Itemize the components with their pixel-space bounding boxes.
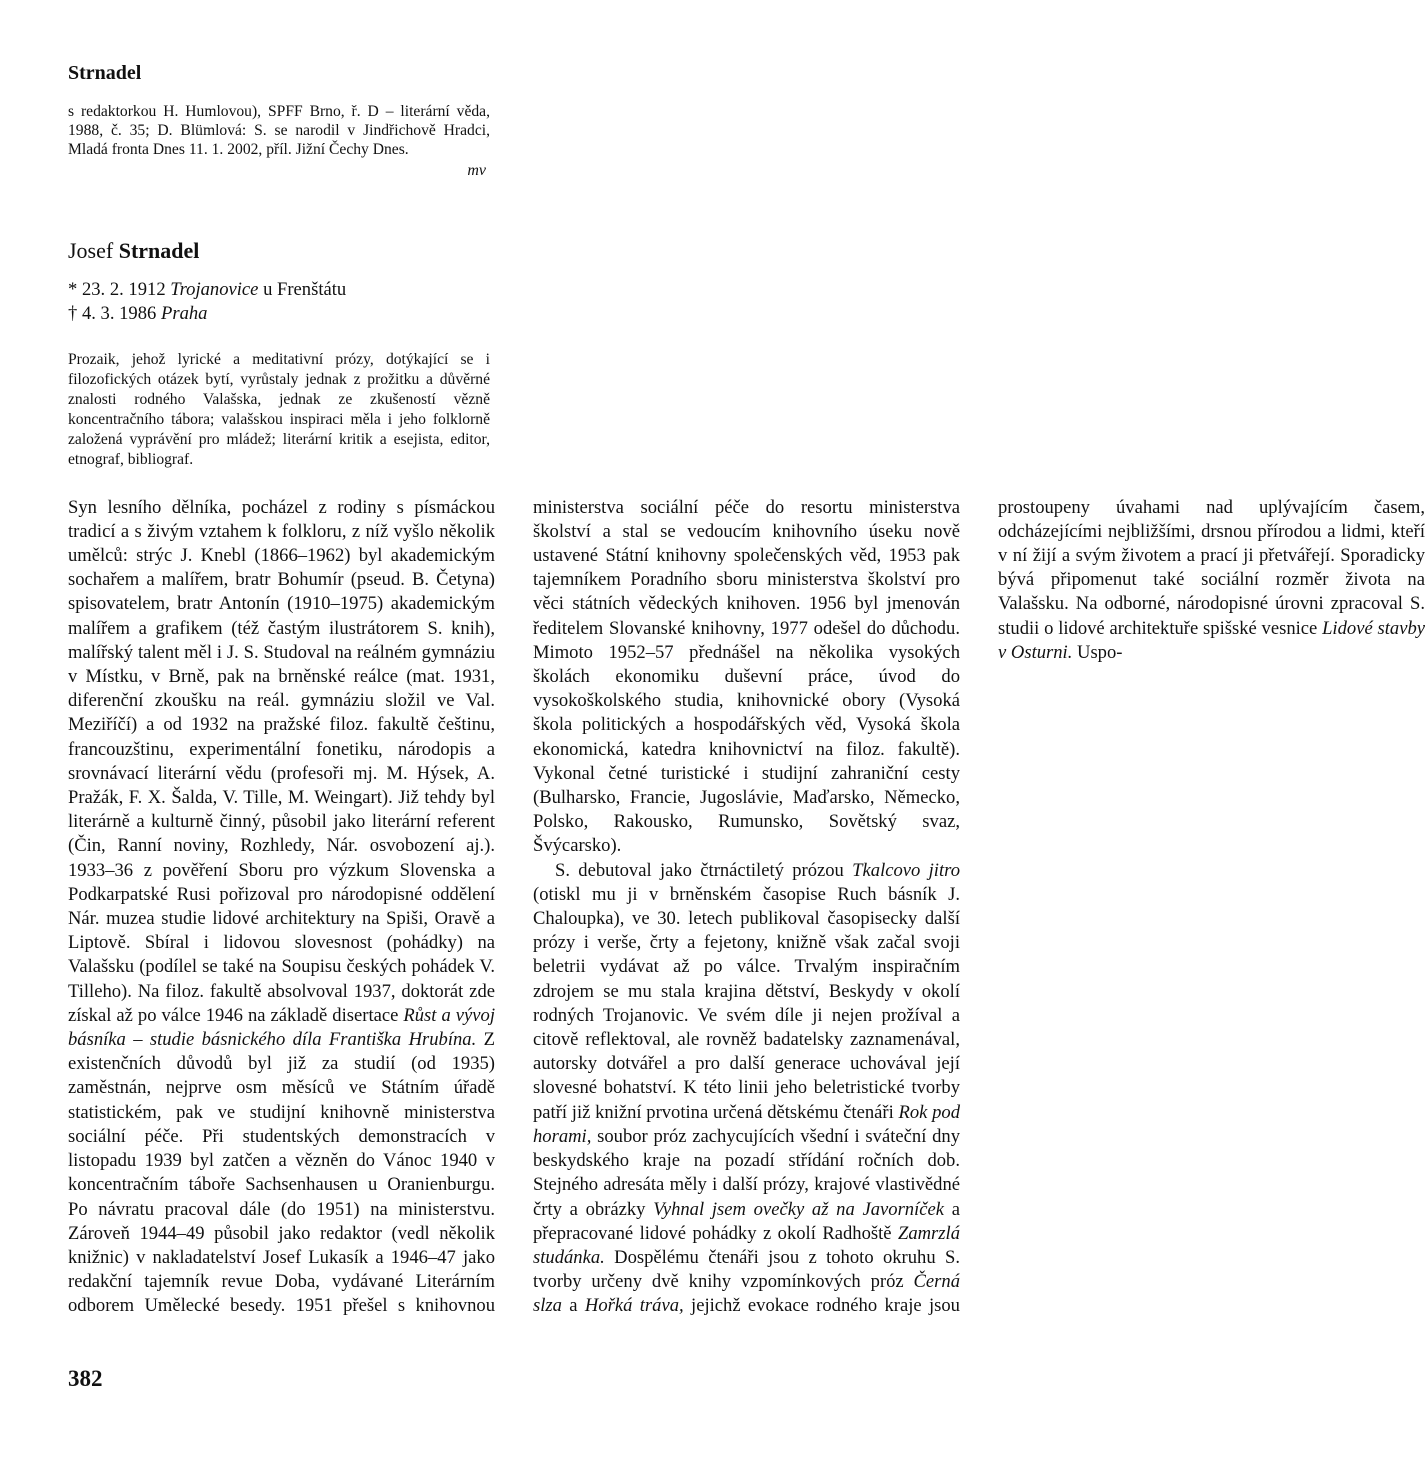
work-title: Černá slza <box>533 1271 960 1317</box>
work-title: Lidové stavby v Osturni. <box>998 617 1425 663</box>
death-date: † 4. 3. 1986 <box>68 302 157 324</box>
works-text: Uspo- <box>1072 641 1123 663</box>
work-title: Rok pod horami, <box>533 1101 960 1147</box>
death-line <box>68 302 490 326</box>
entry-surname: Strnadel <box>118 237 200 263</box>
birth-date: * 23. 2. 1912 <box>68 278 166 300</box>
biography-text-b: Z existenčních důvodů byl již za studií (od 1935) zaměstnán, nejprve osm měsíců ve Státním úřadě statistickém, pak ve studijní knihovně ministerstva sociální péče. Při studentských demonstracích v listopadu 1939 byl zatčen a vězněn do Vánoc 1940 v koncentračním táboře Sachsenhausen u Oranienburgu. Po návratu pracoval dále (do 1951) na ministerstvu. Zároveň 1944–49 působil jako redaktor (vedl několik knižnic) v nakladatelství Josef Lukasík a 1946–47 jako redakční tajemník revue Doba, vydávané Literárním odborem Umělecké besedy. 1951 přešel s knihovnou ministerstva sociální péče do resortu ministerstva školství a stal se vedoucím knihovního úseku nově ustavené Státní knihovny společenských věd, 1953 pak tajemníkem Poradního sboru ministerstva školství pro věci státních vědeckých knihoven. 1956 byl jmenován ředitelem Slovanské knihovny, 1977 odešel do důchodu. Mimoto 1952–57 přednášel na několika vysokých školách ekonomiku duševní práce, úvod do vysokoškolského studia, knihovnické obory (Vysoká škola politických a hospodářských věd, Vysoká škola ekonomická, katedra knihovnictví na filoz. fakultě). Vykonal četné turistické i studijní zahraniční cesty (Bulharsko, Francie, Jugoslávie, Maďarsko, Německo, Polsko, Rakousko, Rumunsko, Sovětský svaz, Švýcarsko). <box>68 496 960 1317</box>
entry-title <box>68 238 490 264</box>
work-title: Zamrzlá studánka. <box>533 1222 960 1268</box>
works-text: S. debutoval jako čtrnáctiletý prózou <box>555 859 853 881</box>
works-text: jejichž evokace rodného kraje jsou prostoupeny úvahami nad uplývajícím časem, odcházejícími nejbližšími, drsnou přírodou a lidmi, kteří v ní žijí a svým životem a prací ji přetvářejí. Sporadicky bývá připomenut také sociální rozměr života na Valašsku. Na odborné, národopisné úrovni zpracoval S. studii o lidové architektuře spišské vesnice <box>683 496 1425 1317</box>
death-place: Praha <box>160 302 208 324</box>
works-text: soubor próz zachycujících všední i sváteční dny beskydského kraje na pozadí střídání ročních dob. Stejného adresáta měly i další prózy, krajové vlastivědné črty a obrázky <box>533 1125 960 1220</box>
works-text: (otiskl mu ji v brněnském časopise Ruch básník J. Chaloupka), ve 30. letech publikoval časopisecky další prózy i verše, črty a fejetony, knižně však začal svoji beletrii vydávat až po válce. Trvalým inspiračním zdrojem se mu stala krajina dětství, Beskydy v okolí rodných Trojanovic. Ve svém díle ji nejen prožíval a citově reflektoval, ale rovněž badatelsky zaznamenával, autorsky dotvářel a pro další generace uchovával její slovesné bohatství. K této linii jeho beletristické tvorby patří již knižní prvotina určená dětskému čtenáři <box>533 883 960 1123</box>
body-flow <box>68 496 1425 1342</box>
previous-entry-tail: s redaktorkou H. Humlovou), SPFF Brno, ř. D – literární věda, 1988, č. 35; D. Blümlová: S. se narodil v Jindřichově Hradci, Mladá fronta Dnes 11. 1. 2002, příl. Jižní Čechy Dnes. <box>68 103 490 159</box>
works-text: a přepracované lidové pohádky z okolí Radhoště <box>533 1198 960 1244</box>
works-text: a <box>561 1295 585 1317</box>
author-signature: mv <box>467 161 486 179</box>
life-dates <box>68 278 490 326</box>
running-head: Strnadel <box>68 62 142 84</box>
thesis-title: Růst a vývoj básníka – studie básnického díla Františka Hrubína. <box>68 1004 495 1051</box>
works-text: Dospělému čtenáři jsou z tohoto okruhu S. tvorby určeny dvě knihy vzpomínkových próz <box>533 1246 960 1293</box>
work-title: Tkalcovo jitro <box>852 859 960 881</box>
left-column <box>68 102 490 496</box>
birth-suffix: u Frenštátu <box>263 278 347 300</box>
entry-abstract: Prozaik, jehož lyrické a meditativní prózy, dotýkající se i filozofických otázek bytí, vyrůstaly jednak z prožitku a důvěrné znalosti rodného Valašska, jednak ze zkušeností vězně koncentračního tábora; valašskou inspiraci měla i jeho folklorně založená vyprávění pro mládež; literární kritik a esejista, editor, etnograf, bibliograf. <box>68 350 490 468</box>
page-number: 382 <box>68 1366 103 1391</box>
entry-first-name: Josef <box>68 237 114 263</box>
work-title: Hořká tráva, <box>584 1295 684 1317</box>
biography-text-a: Syn lesního dělníka, pocházel z rodiny s písmáckou tradicí a s živým vztahem k folkloru, z níž vyšlo několik umělců: strýc J. Knebl (1866–1962) byl akademickým sochařem a malířem, bratr Bohumír (pseud. B. Četyna) spisovatelem, bratr Antonín (1910–1975) akademickým malířem a grafikem (též častým ilustrátorem S. knih), malířský talent měl i J. S. Studoval na reálném gymnáziu v Místku, v Brně, pak na brněnské reálce (mat. 1931, diferenční zkoušku na reál. gymnáziu složil ve Val. Meziříčí) a od 1932 na pražské filoz. fakultě češtinu, francouzštinu, experimentální fonetiku, národopis a srovnávací literární vědu (profesoři mj. M. Hýsek, A. Pražák, F. X. Šalda, V. Tille, M. Weingart). Již tehdy byl literárně a kulturně činný, působil jako literární referent (Čin, Ranní noviny, Rozhledy, Nár. osvobození aj.). 1933–36 z pověření Sboru pro výzkum Slovenska a Podkarpatské Rusi pořizoval pro národopisné oddělení Nár. muzea studie lidové architektury na Spiši, Oravě a Liptově. Sbíral i lidovou slovesnost (pohádky) na Valašsku (podílel se také na Soupisu českých pohádek V. Tilleho). Na filoz. fakultě absolvoval 1937, doktorát zde získal až po válce 1946 na základě disertace <box>68 496 495 1026</box>
birth-place: Trojanovice <box>170 278 259 300</box>
birth-line <box>68 278 490 302</box>
work-title: Vyhnal jsem ovečky až na Javorníček <box>653 1198 945 1220</box>
